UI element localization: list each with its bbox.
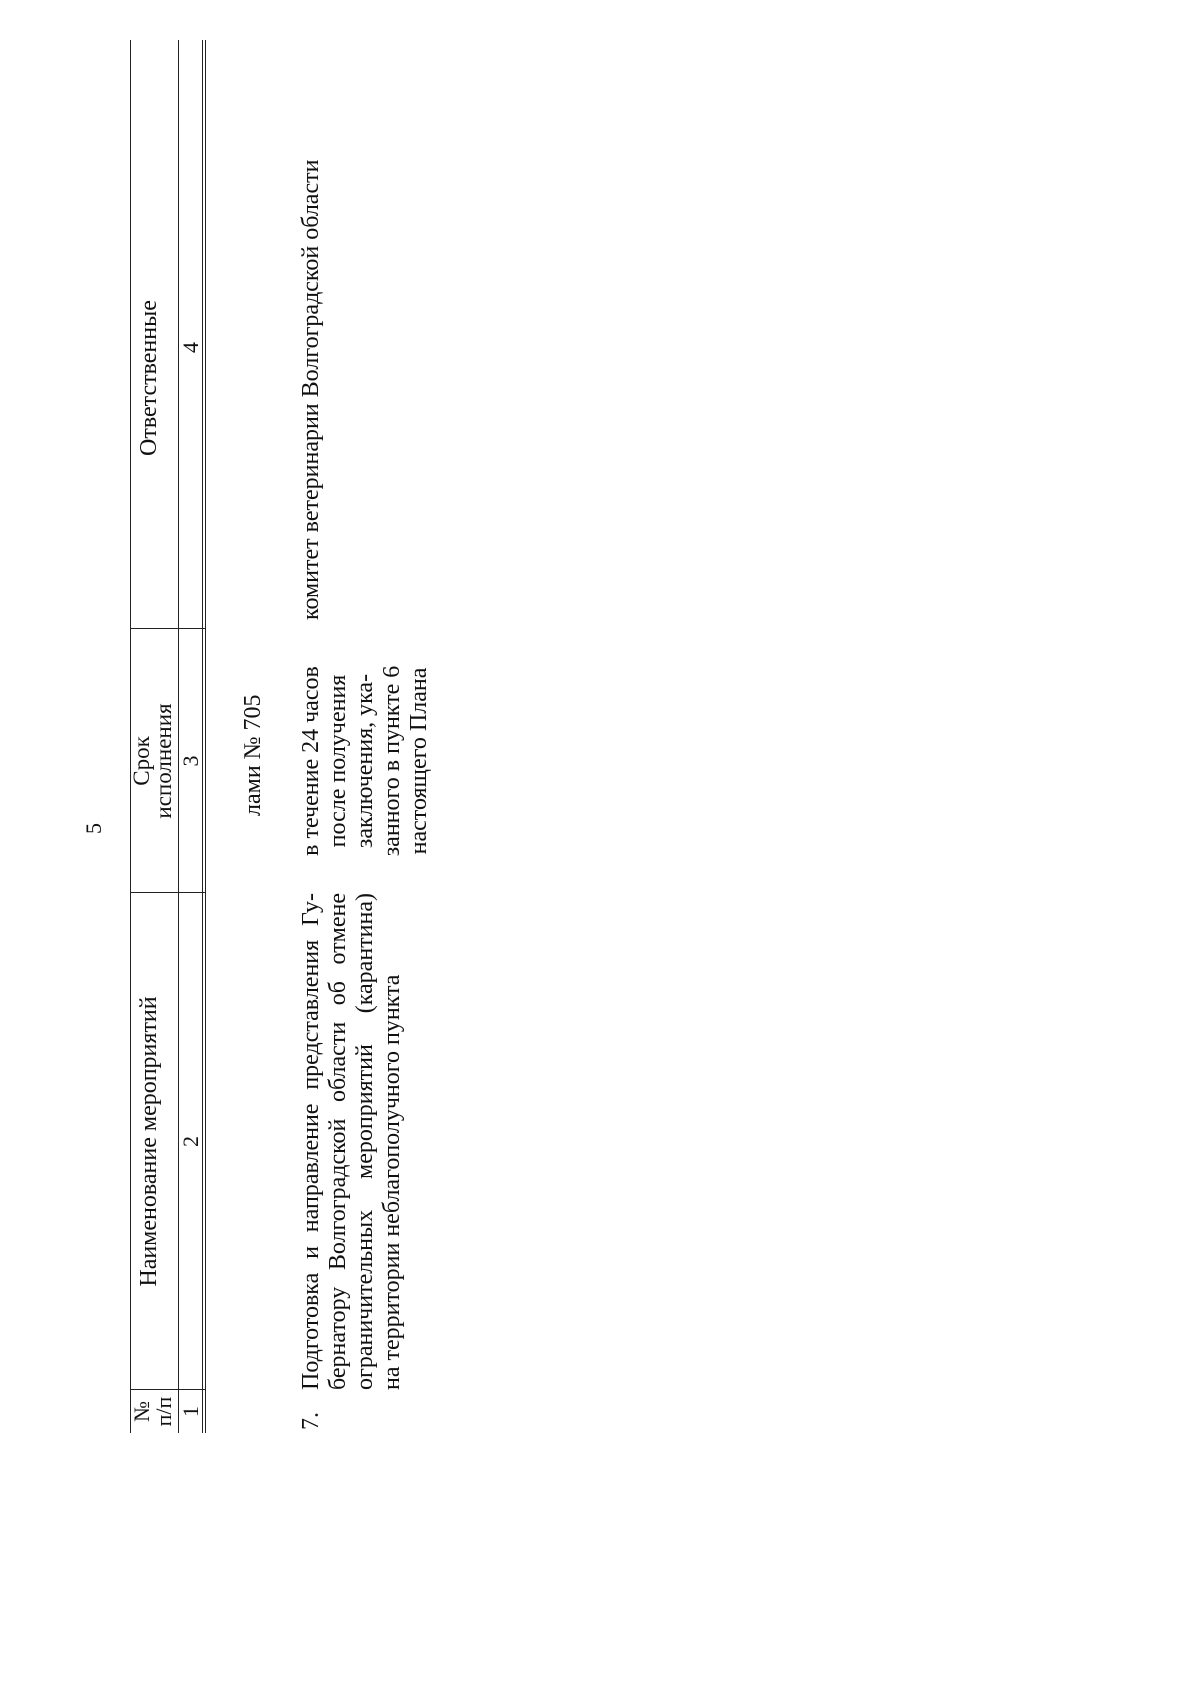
table-bottom-line: [202, 40, 203, 1433]
col-number-4: 4: [178, 342, 203, 353]
row-name-line-2: бернатору Волгоградской области об отмене: [325, 893, 351, 1390]
col-number-3: 3: [178, 755, 203, 767]
header-num: [131, 1390, 175, 1433]
row-name-line-1: Подготовка и направление представления Гу-: [298, 893, 324, 1390]
row-term-line-4: занного в пункте 6: [379, 665, 405, 857]
page-number: 5: [81, 823, 106, 834]
row-term-line-2: после получения: [325, 674, 351, 848]
header-name: Наименование мероприятий: [136, 996, 162, 1287]
row-name-line-3: ограничительных мероприятий (карантина): [352, 893, 378, 1390]
row-term: [298, 629, 433, 893]
header-num-line1: №: [129, 1401, 154, 1422]
header-term: [131, 629, 175, 893]
row-name-line-4: на территории неблагополучного пункта: [379, 974, 405, 1390]
header-num-line2: п/п: [151, 1396, 176, 1427]
row-number: 7.: [298, 1412, 324, 1430]
row-responsible: комитет ветеринарии Волгоградской области: [298, 159, 324, 620]
header-mid-line: [178, 40, 179, 1433]
header-term-line2: исполнения: [151, 703, 176, 819]
header-term-line1: Срок: [129, 736, 154, 786]
row-term-line-5: настоящего Плана: [406, 667, 432, 855]
row-name: [298, 893, 406, 1390]
table-bottom-line-2: [205, 40, 206, 1433]
row-term-line-1: в течение 24 часов: [298, 666, 324, 856]
col-number-1: 1: [178, 1406, 203, 1417]
col-number-2: 2: [178, 1136, 203, 1147]
row-term-line-3: заключения, ука-: [352, 673, 378, 849]
header-responsible: Ответственные: [136, 300, 162, 456]
fragment-line: лами № 705: [240, 694, 266, 816]
